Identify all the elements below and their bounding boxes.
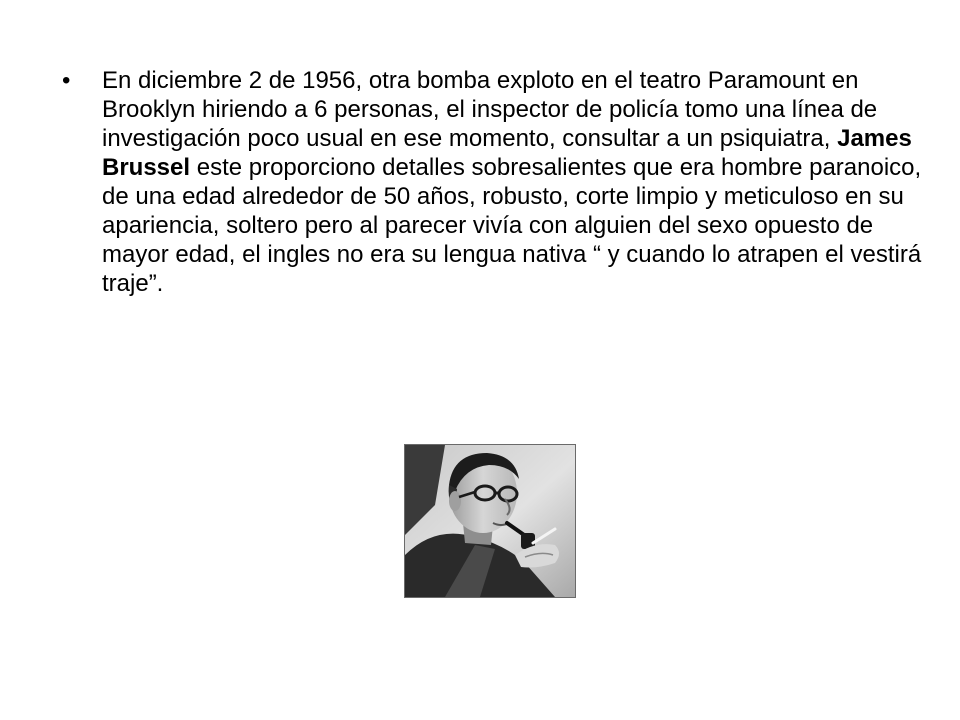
bullet-icon: • <box>62 67 71 94</box>
paragraph-text-before-name: En diciembre 2 de 1956, otra bomba exploto en el teatro Paramount en Brooklyn hiriendo a 6 personas, el inspector de policía tomo una línea de investigación poco usual en ese momento, consultar a un psiquiatra, <box>102 67 878 152</box>
portrait-photo <box>404 444 576 598</box>
bullet-list <box>62 66 922 298</box>
bullet-paragraph <box>102 67 921 297</box>
paragraph-text-after-name: este proporciono detalles sobresalientes que era hombre paranoico, de una edad alrededor de 50 años, robusto, corte limpio y meticuloso en su apariencia, soltero pero al parecer vivía con alguien del sexo opuesto de mayor edad, el ingles no era su lengua nativa “ y cuando lo atrapen el vestirá traje”. <box>102 154 922 297</box>
person-name: James Brussel <box>102 125 912 181</box>
bullet-item <box>62 66 922 298</box>
portrait-photo-illustration <box>405 445 575 597</box>
